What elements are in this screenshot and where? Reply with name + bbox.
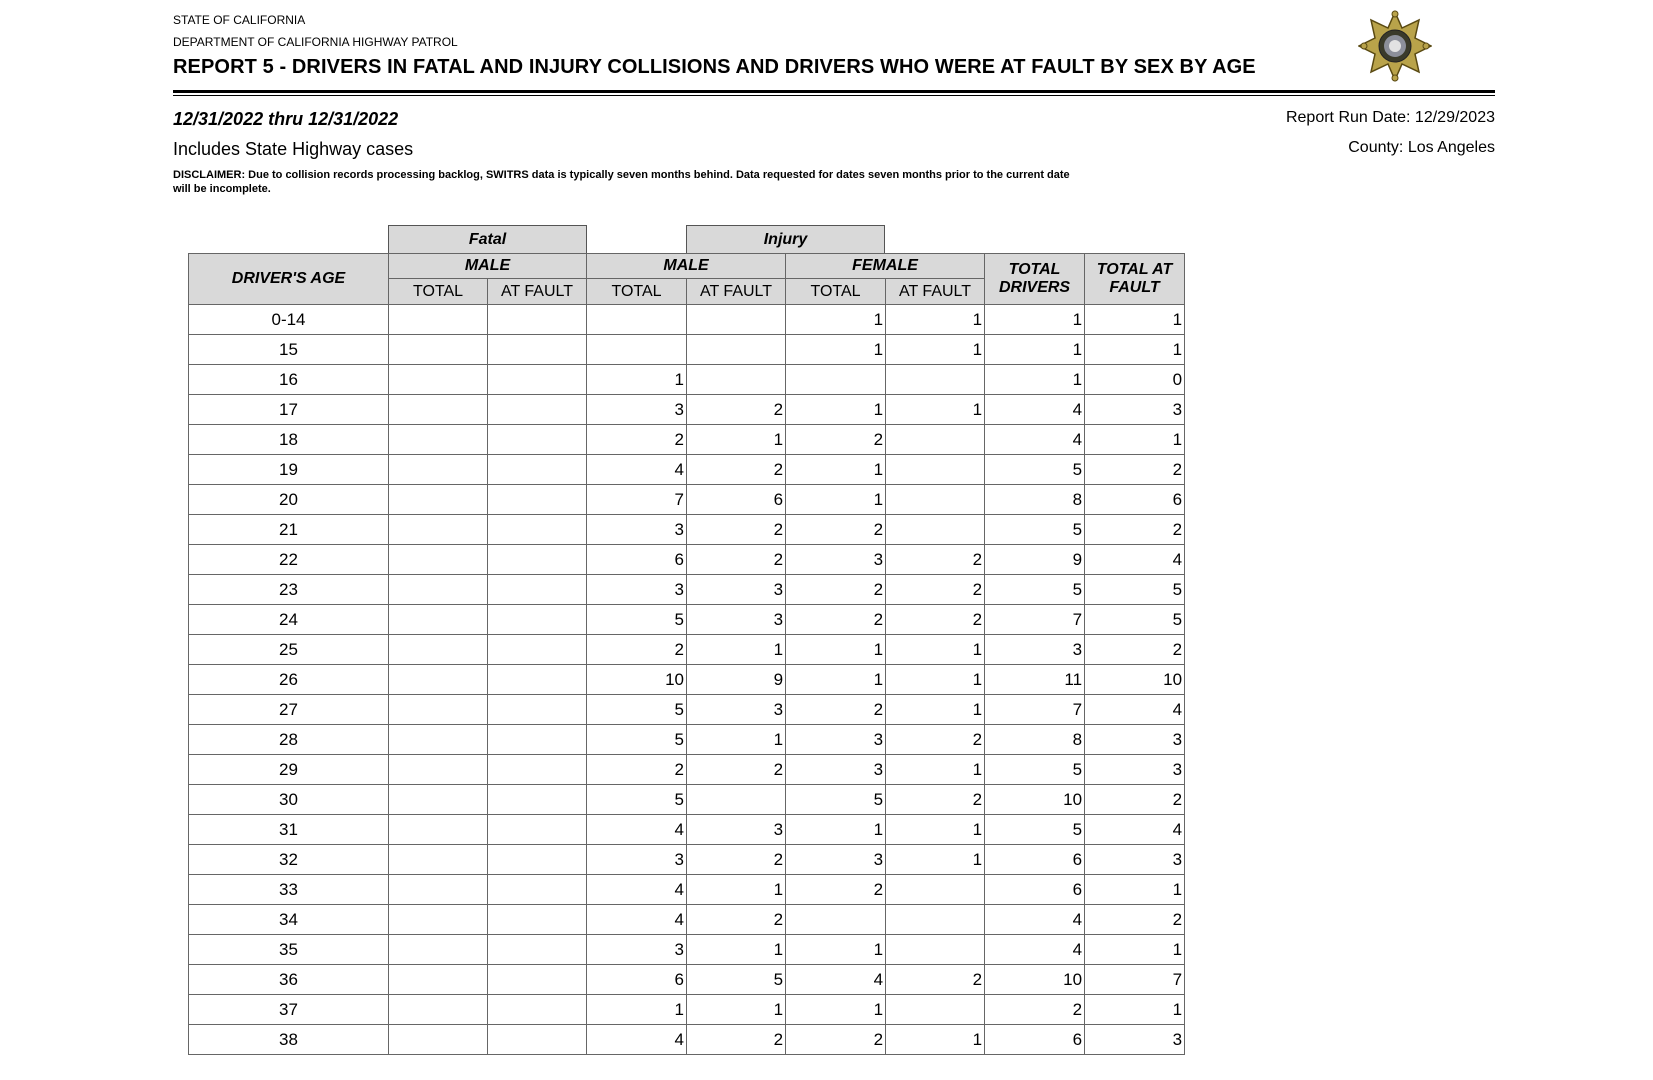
cell-injury-female-total: 1 bbox=[786, 455, 886, 485]
cell-fatal-male-total bbox=[389, 905, 488, 935]
cell-injury-female-total: 1 bbox=[786, 335, 886, 365]
cell-injury-female-total: 2 bbox=[786, 695, 886, 725]
cell-injury-male-at-fault: 3 bbox=[687, 605, 786, 635]
cell-injury-male-total: 6 bbox=[587, 545, 687, 575]
col-header-injury-female: FEMALE bbox=[786, 254, 985, 279]
table-row bbox=[189, 605, 1185, 635]
cell-injury-male-at-fault: 2 bbox=[687, 455, 786, 485]
table-row bbox=[189, 515, 1185, 545]
cell-total-drivers: 10 bbox=[985, 785, 1085, 815]
cell-age: 19 bbox=[189, 455, 389, 485]
cell-fatal-male-at-fault bbox=[488, 605, 587, 635]
cell-fatal-male-at-fault bbox=[488, 425, 587, 455]
cell-injury-female-total bbox=[786, 905, 886, 935]
cell-injury-female-at-fault bbox=[886, 875, 985, 905]
col-header-injury-male: MALE bbox=[587, 254, 786, 279]
cell-fatal-male-total bbox=[389, 515, 488, 545]
table-row bbox=[189, 695, 1185, 725]
cell-fatal-male-total bbox=[389, 785, 488, 815]
cell-total-at-fault: 3 bbox=[1085, 845, 1185, 875]
cell-injury-male-at-fault: 6 bbox=[687, 485, 786, 515]
county-label: County: Los Angeles bbox=[1348, 139, 1495, 156]
cell-fatal-male-total bbox=[389, 665, 488, 695]
cell-injury-male-total: 4 bbox=[587, 455, 687, 485]
cell-injury-female-total bbox=[786, 365, 886, 395]
cell-age: 18 bbox=[189, 425, 389, 455]
cell-injury-male-at-fault: 2 bbox=[687, 1025, 786, 1055]
cell-fatal-male-at-fault bbox=[488, 905, 587, 935]
cell-fatal-male-at-fault bbox=[488, 815, 587, 845]
cell-injury-female-at-fault: 1 bbox=[886, 635, 985, 665]
cell-total-at-fault: 2 bbox=[1085, 905, 1185, 935]
cell-injury-female-at-fault: 1 bbox=[886, 305, 985, 335]
cell-injury-male-total: 4 bbox=[587, 905, 687, 935]
cell-injury-female-at-fault: 1 bbox=[886, 1025, 985, 1055]
cell-total-drivers: 4 bbox=[985, 905, 1085, 935]
table-row bbox=[189, 575, 1185, 605]
group-header-fatal: Fatal bbox=[388, 225, 587, 253]
col-header-fatal-male-total: TOTAL bbox=[389, 279, 488, 305]
cell-injury-male-at-fault: 1 bbox=[687, 635, 786, 665]
cell-total-at-fault: 2 bbox=[1085, 515, 1185, 545]
cell-fatal-male-at-fault bbox=[488, 995, 587, 1025]
cell-fatal-male-total bbox=[389, 1025, 488, 1055]
cell-injury-female-at-fault: 2 bbox=[886, 605, 985, 635]
cell-age: 23 bbox=[189, 575, 389, 605]
agency-line-state: STATE OF CALIFORNIA bbox=[173, 13, 306, 27]
cell-injury-male-at-fault: 2 bbox=[687, 395, 786, 425]
cell-age: 31 bbox=[189, 815, 389, 845]
table-row bbox=[189, 335, 1185, 365]
cell-age: 16 bbox=[189, 365, 389, 395]
cell-injury-male-total: 3 bbox=[587, 935, 687, 965]
cell-fatal-male-total bbox=[389, 425, 488, 455]
cell-injury-male-total: 1 bbox=[587, 365, 687, 395]
cell-total-drivers: 6 bbox=[985, 845, 1085, 875]
cell-fatal-male-at-fault bbox=[488, 365, 587, 395]
cell-fatal-male-total bbox=[389, 365, 488, 395]
cell-age: 25 bbox=[189, 635, 389, 665]
cell-age: 36 bbox=[189, 965, 389, 995]
cell-total-at-fault: 7 bbox=[1085, 965, 1185, 995]
cell-injury-male-at-fault: 3 bbox=[687, 575, 786, 605]
col-header-injury-male-at-fault: AT FAULT bbox=[687, 279, 786, 305]
group-header-injury: Injury bbox=[686, 225, 885, 253]
cell-fatal-male-at-fault bbox=[488, 965, 587, 995]
cell-injury-male-at-fault: 1 bbox=[687, 425, 786, 455]
table-row bbox=[189, 965, 1185, 995]
cell-total-drivers: 5 bbox=[985, 755, 1085, 785]
cell-total-drivers: 7 bbox=[985, 695, 1085, 725]
cell-injury-male-total: 4 bbox=[587, 815, 687, 845]
cell-total-drivers: 8 bbox=[985, 485, 1085, 515]
cell-total-at-fault: 5 bbox=[1085, 575, 1185, 605]
cell-fatal-male-at-fault bbox=[488, 875, 587, 905]
chp-star-badge-icon bbox=[1358, 10, 1432, 82]
cell-age: 28 bbox=[189, 725, 389, 755]
table-row bbox=[189, 875, 1185, 905]
table-row bbox=[189, 665, 1185, 695]
cell-injury-male-total: 3 bbox=[587, 845, 687, 875]
cell-fatal-male-at-fault bbox=[488, 695, 587, 725]
table-row bbox=[189, 785, 1185, 815]
cell-total-at-fault: 2 bbox=[1085, 455, 1185, 485]
cell-injury-female-total: 3 bbox=[786, 845, 886, 875]
date-range: 12/31/2022 thru 12/31/2022 bbox=[173, 109, 399, 129]
cell-injury-female-at-fault bbox=[886, 935, 985, 965]
cell-age: 15 bbox=[189, 335, 389, 365]
cell-injury-male-at-fault bbox=[687, 305, 786, 335]
cell-injury-male-total: 1 bbox=[587, 995, 687, 1025]
cell-total-drivers: 4 bbox=[985, 395, 1085, 425]
cell-injury-female-total: 1 bbox=[786, 665, 886, 695]
cell-fatal-male-at-fault bbox=[488, 845, 587, 875]
cell-fatal-male-at-fault bbox=[488, 785, 587, 815]
cell-injury-female-total: 2 bbox=[786, 575, 886, 605]
cell-injury-male-total: 10 bbox=[587, 665, 687, 695]
cell-fatal-male-at-fault bbox=[488, 545, 587, 575]
cell-injury-male-at-fault: 5 bbox=[687, 965, 786, 995]
cell-total-drivers: 4 bbox=[985, 425, 1085, 455]
cell-fatal-male-total bbox=[389, 395, 488, 425]
cell-fatal-male-at-fault bbox=[488, 725, 587, 755]
cell-fatal-male-total bbox=[389, 575, 488, 605]
cell-total-drivers: 9 bbox=[985, 545, 1085, 575]
cell-fatal-male-total bbox=[389, 695, 488, 725]
cell-total-at-fault: 10 bbox=[1085, 665, 1185, 695]
cell-fatal-male-total bbox=[389, 995, 488, 1025]
cell-injury-male-at-fault bbox=[687, 365, 786, 395]
cell-injury-female-total: 1 bbox=[786, 815, 886, 845]
table-row bbox=[189, 305, 1185, 335]
cell-injury-female-at-fault: 2 bbox=[886, 785, 985, 815]
col-header-total-drivers: TOTAL DRIVERS bbox=[985, 254, 1085, 305]
cell-fatal-male-total bbox=[389, 605, 488, 635]
cell-fatal-male-total bbox=[389, 305, 488, 335]
cell-fatal-male-at-fault bbox=[488, 935, 587, 965]
cell-injury-female-at-fault bbox=[886, 485, 985, 515]
cell-injury-male-total: 3 bbox=[587, 395, 687, 425]
cell-fatal-male-total bbox=[389, 545, 488, 575]
cell-injury-female-at-fault bbox=[886, 515, 985, 545]
cell-injury-female-total: 4 bbox=[786, 965, 886, 995]
cell-age: 32 bbox=[189, 845, 389, 875]
cell-injury-female-total: 2 bbox=[786, 875, 886, 905]
cell-total-drivers: 11 bbox=[985, 665, 1085, 695]
header-rule-thick bbox=[173, 90, 1495, 93]
cell-total-drivers: 2 bbox=[985, 995, 1085, 1025]
cell-total-drivers: 3 bbox=[985, 635, 1085, 665]
cell-fatal-male-at-fault bbox=[488, 635, 587, 665]
drivers-by-age-table bbox=[188, 253, 1185, 1055]
table-row bbox=[189, 545, 1185, 575]
cell-total-drivers: 5 bbox=[985, 455, 1085, 485]
cell-fatal-male-total bbox=[389, 965, 488, 995]
cell-injury-male-total: 5 bbox=[587, 605, 687, 635]
header-rule-thin bbox=[173, 95, 1495, 96]
cell-total-drivers: 7 bbox=[985, 605, 1085, 635]
cell-total-at-fault: 3 bbox=[1085, 755, 1185, 785]
cell-age: 24 bbox=[189, 605, 389, 635]
cell-injury-male-at-fault: 1 bbox=[687, 725, 786, 755]
cell-injury-male-at-fault: 9 bbox=[687, 665, 786, 695]
cell-fatal-male-at-fault bbox=[488, 485, 587, 515]
cell-total-at-fault: 1 bbox=[1085, 935, 1185, 965]
table-row bbox=[189, 815, 1185, 845]
cell-fatal-male-total bbox=[389, 935, 488, 965]
cell-fatal-male-total bbox=[389, 485, 488, 515]
cell-injury-female-total: 1 bbox=[786, 395, 886, 425]
cell-total-at-fault: 1 bbox=[1085, 875, 1185, 905]
cell-total-at-fault: 2 bbox=[1085, 635, 1185, 665]
cell-fatal-male-total bbox=[389, 815, 488, 845]
cell-injury-male-at-fault bbox=[687, 335, 786, 365]
table-row bbox=[189, 725, 1185, 755]
cell-fatal-male-at-fault bbox=[488, 665, 587, 695]
cell-injury-female-total: 1 bbox=[786, 935, 886, 965]
table-row bbox=[189, 425, 1185, 455]
cell-injury-male-at-fault: 2 bbox=[687, 905, 786, 935]
cell-injury-female-total: 2 bbox=[786, 1025, 886, 1055]
cell-injury-male-at-fault: 3 bbox=[687, 815, 786, 845]
table-row bbox=[189, 845, 1185, 875]
cell-injury-female-at-fault: 1 bbox=[886, 815, 985, 845]
cell-injury-female-at-fault: 2 bbox=[886, 575, 985, 605]
cell-injury-male-total: 4 bbox=[587, 875, 687, 905]
cell-injury-female-total: 2 bbox=[786, 515, 886, 545]
cell-fatal-male-at-fault bbox=[488, 755, 587, 785]
cell-injury-female-at-fault bbox=[886, 455, 985, 485]
cell-total-at-fault: 2 bbox=[1085, 785, 1185, 815]
col-header-injury-female-total: TOTAL bbox=[786, 279, 886, 305]
col-header-drivers-age: DRIVER'S AGE bbox=[189, 254, 389, 305]
table-row bbox=[189, 905, 1185, 935]
report-title: REPORT 5 - DRIVERS IN FATAL AND INJURY COLLISIONS AND DRIVERS WHO WERE AT FAULT BY SEX BY AGE bbox=[173, 56, 1256, 78]
cell-injury-female-total: 3 bbox=[786, 545, 886, 575]
agency-line-department: DEPARTMENT OF CALIFORNIA HIGHWAY PATROL bbox=[173, 35, 458, 49]
cell-age: 22 bbox=[189, 545, 389, 575]
includes-note: Includes State Highway cases bbox=[173, 139, 414, 159]
col-header-fatal-male-at-fault: AT FAULT bbox=[488, 279, 587, 305]
cell-injury-male-total: 4 bbox=[587, 1025, 687, 1055]
cell-injury-female-at-fault bbox=[886, 425, 985, 455]
cell-injury-male-total: 7 bbox=[587, 485, 687, 515]
cell-total-at-fault: 1 bbox=[1085, 335, 1185, 365]
cell-fatal-male-at-fault bbox=[488, 395, 587, 425]
table-row bbox=[189, 485, 1185, 515]
cell-injury-male-at-fault bbox=[687, 785, 786, 815]
cell-injury-female-at-fault: 1 bbox=[886, 395, 985, 425]
cell-total-drivers: 6 bbox=[985, 1025, 1085, 1055]
report-run-date: Report Run Date: 12/29/2023 bbox=[1285, 109, 1495, 126]
cell-total-drivers: 10 bbox=[985, 965, 1085, 995]
cell-fatal-male-at-fault bbox=[488, 305, 587, 335]
cell-age: 34 bbox=[189, 905, 389, 935]
cell-age: 35 bbox=[189, 935, 389, 965]
cell-injury-female-at-fault: 1 bbox=[886, 845, 985, 875]
cell-injury-female-at-fault: 2 bbox=[886, 725, 985, 755]
cell-total-at-fault: 4 bbox=[1085, 695, 1185, 725]
cell-injury-female-at-fault: 2 bbox=[886, 545, 985, 575]
cell-injury-male-total bbox=[587, 305, 687, 335]
cell-injury-female-total: 1 bbox=[786, 485, 886, 515]
cell-total-drivers: 1 bbox=[985, 335, 1085, 365]
cell-total-at-fault: 0 bbox=[1085, 365, 1185, 395]
cell-age: 33 bbox=[189, 875, 389, 905]
cell-total-drivers: 8 bbox=[985, 725, 1085, 755]
cell-total-at-fault: 3 bbox=[1085, 395, 1185, 425]
cell-total-at-fault: 6 bbox=[1085, 485, 1185, 515]
cell-injury-male-at-fault: 2 bbox=[687, 545, 786, 575]
cell-fatal-male-total bbox=[389, 845, 488, 875]
cell-injury-female-total: 1 bbox=[786, 635, 886, 665]
cell-total-drivers: 1 bbox=[985, 305, 1085, 335]
cell-injury-male-at-fault: 1 bbox=[687, 935, 786, 965]
cell-injury-male-at-fault: 2 bbox=[687, 755, 786, 785]
cell-age: 37 bbox=[189, 995, 389, 1025]
cell-injury-male-total: 2 bbox=[587, 635, 687, 665]
col-header-injury-male-total: TOTAL bbox=[587, 279, 687, 305]
cell-injury-male-total bbox=[587, 335, 687, 365]
cell-fatal-male-at-fault bbox=[488, 515, 587, 545]
cell-injury-female-at-fault: 1 bbox=[886, 335, 985, 365]
cell-fatal-male-total bbox=[389, 335, 488, 365]
cell-injury-female-total: 1 bbox=[786, 995, 886, 1025]
col-header-injury-female-at-fault: AT FAULT bbox=[886, 279, 985, 305]
cell-total-at-fault: 1 bbox=[1085, 425, 1185, 455]
cell-injury-female-at-fault: 1 bbox=[886, 695, 985, 725]
cell-injury-female-total: 5 bbox=[786, 785, 886, 815]
cell-injury-female-total: 3 bbox=[786, 725, 886, 755]
cell-total-at-fault: 3 bbox=[1085, 725, 1185, 755]
cell-total-at-fault: 4 bbox=[1085, 815, 1185, 845]
table-row bbox=[189, 455, 1185, 485]
cell-injury-female-at-fault: 2 bbox=[886, 965, 985, 995]
table-row bbox=[189, 935, 1185, 965]
cell-injury-female-at-fault bbox=[886, 905, 985, 935]
cell-injury-male-total: 5 bbox=[587, 725, 687, 755]
table-row bbox=[189, 365, 1185, 395]
cell-age: 29 bbox=[189, 755, 389, 785]
cell-injury-female-total: 1 bbox=[786, 305, 886, 335]
cell-injury-male-total: 2 bbox=[587, 755, 687, 785]
cell-age: 17 bbox=[189, 395, 389, 425]
cell-age: 20 bbox=[189, 485, 389, 515]
cell-fatal-male-at-fault bbox=[488, 1025, 587, 1055]
cell-injury-male-at-fault: 3 bbox=[687, 695, 786, 725]
cell-injury-female-at-fault bbox=[886, 995, 985, 1025]
cell-fatal-male-total bbox=[389, 725, 488, 755]
cell-injury-male-total: 6 bbox=[587, 965, 687, 995]
cell-total-drivers: 4 bbox=[985, 935, 1085, 965]
cell-total-drivers: 1 bbox=[985, 365, 1085, 395]
cell-injury-male-at-fault: 2 bbox=[687, 845, 786, 875]
cell-injury-female-at-fault: 1 bbox=[886, 755, 985, 785]
cell-injury-female-total: 2 bbox=[786, 425, 886, 455]
cell-fatal-male-total bbox=[389, 635, 488, 665]
cell-total-drivers: 5 bbox=[985, 515, 1085, 545]
cell-total-at-fault: 1 bbox=[1085, 305, 1185, 335]
cell-injury-male-at-fault: 2 bbox=[687, 515, 786, 545]
table-row bbox=[189, 755, 1185, 785]
cell-age: 27 bbox=[189, 695, 389, 725]
cell-total-drivers: 6 bbox=[985, 875, 1085, 905]
cell-total-drivers: 5 bbox=[985, 815, 1085, 845]
cell-injury-female-total: 3 bbox=[786, 755, 886, 785]
cell-age: 30 bbox=[189, 785, 389, 815]
table-row bbox=[189, 635, 1185, 665]
cell-injury-male-total: 5 bbox=[587, 785, 687, 815]
cell-total-at-fault: 4 bbox=[1085, 545, 1185, 575]
cell-age: 21 bbox=[189, 515, 389, 545]
cell-injury-male-total: 3 bbox=[587, 515, 687, 545]
cell-fatal-male-total bbox=[389, 755, 488, 785]
cell-total-at-fault: 5 bbox=[1085, 605, 1185, 635]
table-row bbox=[189, 1025, 1185, 1055]
cell-total-at-fault: 3 bbox=[1085, 1025, 1185, 1055]
cell-total-drivers: 5 bbox=[985, 575, 1085, 605]
col-header-fatal-male: MALE bbox=[389, 254, 587, 279]
cell-injury-female-total: 2 bbox=[786, 605, 886, 635]
cell-injury-male-total: 5 bbox=[587, 695, 687, 725]
cell-injury-female-at-fault bbox=[886, 365, 985, 395]
cell-injury-male-total: 2 bbox=[587, 425, 687, 455]
cell-injury-male-at-fault: 1 bbox=[687, 875, 786, 905]
table-row bbox=[189, 995, 1185, 1025]
cell-fatal-male-at-fault bbox=[488, 575, 587, 605]
cell-injury-male-at-fault: 1 bbox=[687, 995, 786, 1025]
cell-injury-male-total: 3 bbox=[587, 575, 687, 605]
cell-age: 38 bbox=[189, 1025, 389, 1055]
cell-fatal-male-at-fault bbox=[488, 335, 587, 365]
cell-fatal-male-at-fault bbox=[488, 455, 587, 485]
table-row bbox=[189, 395, 1185, 425]
cell-fatal-male-total bbox=[389, 875, 488, 905]
disclaimer: DISCLAIMER: Due to collision records processing backlog, SWITRS data is typically seven months behind. Data requested for dates seven months prior to the current date will be incomplete. bbox=[173, 169, 1070, 195]
cell-age: 26 bbox=[189, 665, 389, 695]
col-header-total-at-fault: TOTAL AT FAULT bbox=[1085, 254, 1185, 305]
cell-age: 0-14 bbox=[189, 305, 389, 335]
cell-injury-female-at-fault: 1 bbox=[886, 665, 985, 695]
cell-fatal-male-total bbox=[389, 455, 488, 485]
cell-total-at-fault: 1 bbox=[1085, 995, 1185, 1025]
